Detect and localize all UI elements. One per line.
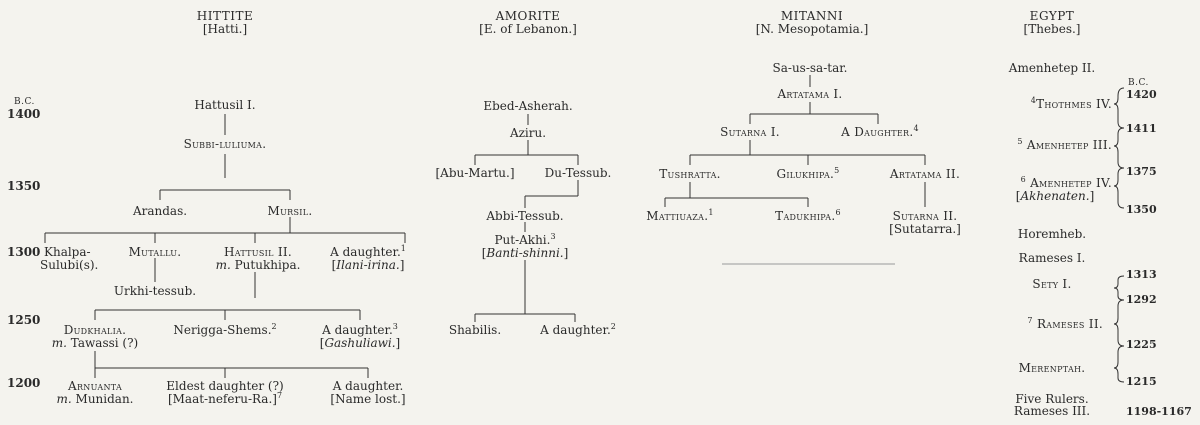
rameses-ii: $^7$ Rameses II. [1027, 316, 1103, 331]
egypt-year-1350: 1350 [1126, 203, 1157, 216]
dudkhalia: Dudkhalia. [63, 323, 127, 337]
brace-merenptah [1114, 346, 1124, 382]
brace-amenhetep-iv [1114, 168, 1124, 208]
egypt-year-1420: 1420 [1126, 88, 1157, 101]
tadukhipa: Tadukhipa.$^6$ [775, 208, 841, 223]
eldest-daughter-name: [Maat-neferu-Ra.]$^7$ [167, 391, 283, 406]
brace-rameses-ii [1114, 300, 1124, 346]
egypt-year-1313: 1313 [1126, 268, 1157, 281]
abu-martu: [Abu-Martu.] [435, 166, 515, 180]
put-akhi: Put-Akhi.$^3$ [494, 232, 556, 247]
mutallu: Mutallu. [128, 245, 182, 259]
egypt-year-1198-1167: 1198-1167 [1126, 405, 1192, 418]
sutarna-i: Sutarna I. [720, 125, 780, 139]
nerigga-shems: Nerigga-Shems.$^2$ [173, 322, 277, 337]
subbi-luliuma: Subbi-luliuma. [183, 137, 267, 151]
header-hittite-sub: [Hatti.] [202, 22, 248, 36]
rameses-i: Rameses I. [1018, 251, 1086, 265]
egypt-year-1215: 1215 [1126, 375, 1157, 388]
header-egypt: EGYPT [1029, 9, 1075, 23]
egypt-bc: B.C. [1128, 78, 1149, 88]
sety-i: Sety I. [1032, 277, 1072, 291]
banti-shinni: [Banti-shinni.] [481, 246, 569, 260]
artatama-i: Artatama I. [777, 87, 843, 101]
hittite-daughter-3: A daughter.$^3$ [322, 322, 398, 337]
tushratta: Tushratta. [659, 167, 721, 181]
amenhetep-ii: Amenhetep II. [1008, 61, 1096, 75]
urkhi-tessub: Urkhi-tessub. [113, 284, 197, 298]
mitanni-daughter: A Daughter.$^4$ [841, 124, 919, 139]
abbi-tessub: Abbi-Tessub. [486, 209, 564, 223]
header-mitanni-sub: [N. Mesopotamia.] [755, 22, 869, 36]
sutarna-ii: Sutarna II. [892, 209, 958, 223]
name-lost: [Name lost.] [330, 392, 406, 406]
hattusil-i: Hattusil I. [194, 98, 256, 112]
dudkhalia-spouse: m. Tawassi (?) [51, 336, 139, 350]
arnuanta-spouse: m. Munidan. [56, 392, 134, 406]
khalpa-sulubi: Sulubi(s). [40, 258, 99, 272]
gilukhipa: Gilukhipa.$^5$ [776, 166, 840, 181]
header-mitanni: MITANNI [780, 9, 844, 23]
timeline-bc: B.C. [14, 97, 35, 107]
mursil: Mursil. [267, 204, 313, 218]
year-1250: 1250 [7, 313, 41, 327]
rameses-iii: Rameses III. [1013, 404, 1091, 418]
du-tessub: Du-Tessub. [544, 166, 612, 180]
mattiuaza: Mattiuaza.$^1$ [646, 208, 714, 223]
khalpa: Khalpa- [44, 245, 91, 259]
hattusil-ii: Hattusil II. [223, 245, 293, 259]
hittite-daughter-last: A daughter. [332, 379, 404, 393]
amenhetep-iv: $^6$ Amenhetep IV. [1020, 175, 1112, 190]
brace-sety-i [1114, 276, 1124, 300]
ebed-asherah: Ebed-Asherah. [483, 99, 573, 113]
header-egypt-sub: [Thebes.] [1023, 22, 1081, 36]
merenptah: Merenptah. [1018, 361, 1086, 375]
horemheb: Horemheb. [1017, 227, 1087, 241]
hittite-daughter-1-name: [Ilani-irina.] [331, 258, 405, 272]
five-rulers: Five Rulers. [1015, 392, 1089, 406]
egypt-year-1225: 1225 [1126, 338, 1157, 351]
year-1300: 1300 [7, 245, 41, 259]
year-1200: 1200 [7, 376, 41, 390]
brace-thothmes-iv [1114, 88, 1124, 128]
header-hittite: HITTITE [196, 9, 254, 23]
eldest-daughter: Eldest daughter (?) [166, 379, 284, 393]
header-amorite: AMORITE [495, 9, 561, 23]
egypt-year-1292: 1292 [1126, 293, 1157, 306]
amorite-daughter: A daughter.$^2$ [540, 322, 616, 337]
brace-amenhetep-iii [1114, 128, 1124, 168]
sa-us-sa-tar: Sa-us-sa-tar. [772, 61, 848, 75]
artatama-ii: Artatama II. [889, 167, 961, 181]
egypt-year-1375: 1375 [1126, 165, 1157, 178]
amenhetep-iii: $^5$ Amenhetep III. [1017, 137, 1112, 152]
hattusil-ii-spouse: m. Putukhipa. [215, 258, 301, 272]
thothmes-iv: $^4$Thothmes IV. [1030, 96, 1112, 111]
sutatarra: [Sutatarra.] [889, 222, 961, 236]
shabilis: Shabilis. [448, 323, 502, 337]
aziru: Aziru. [509, 126, 547, 140]
egypt-year-1411: 1411 [1126, 122, 1157, 135]
arnuanta: Arnuanta [67, 379, 123, 393]
akhenaten: [Akhenaten.] [1015, 189, 1095, 203]
header-amorite-sub: [E. of Lebanon.] [479, 22, 577, 36]
year-1350: 1350 [7, 179, 41, 193]
arandas: Arandas. [132, 204, 188, 218]
hittite-daughter-1: A daughter.$^1$ [330, 244, 406, 259]
year-1400: 1400 [7, 107, 41, 121]
hittite-daughter-3-name: [Gashuliawi.] [319, 336, 401, 350]
